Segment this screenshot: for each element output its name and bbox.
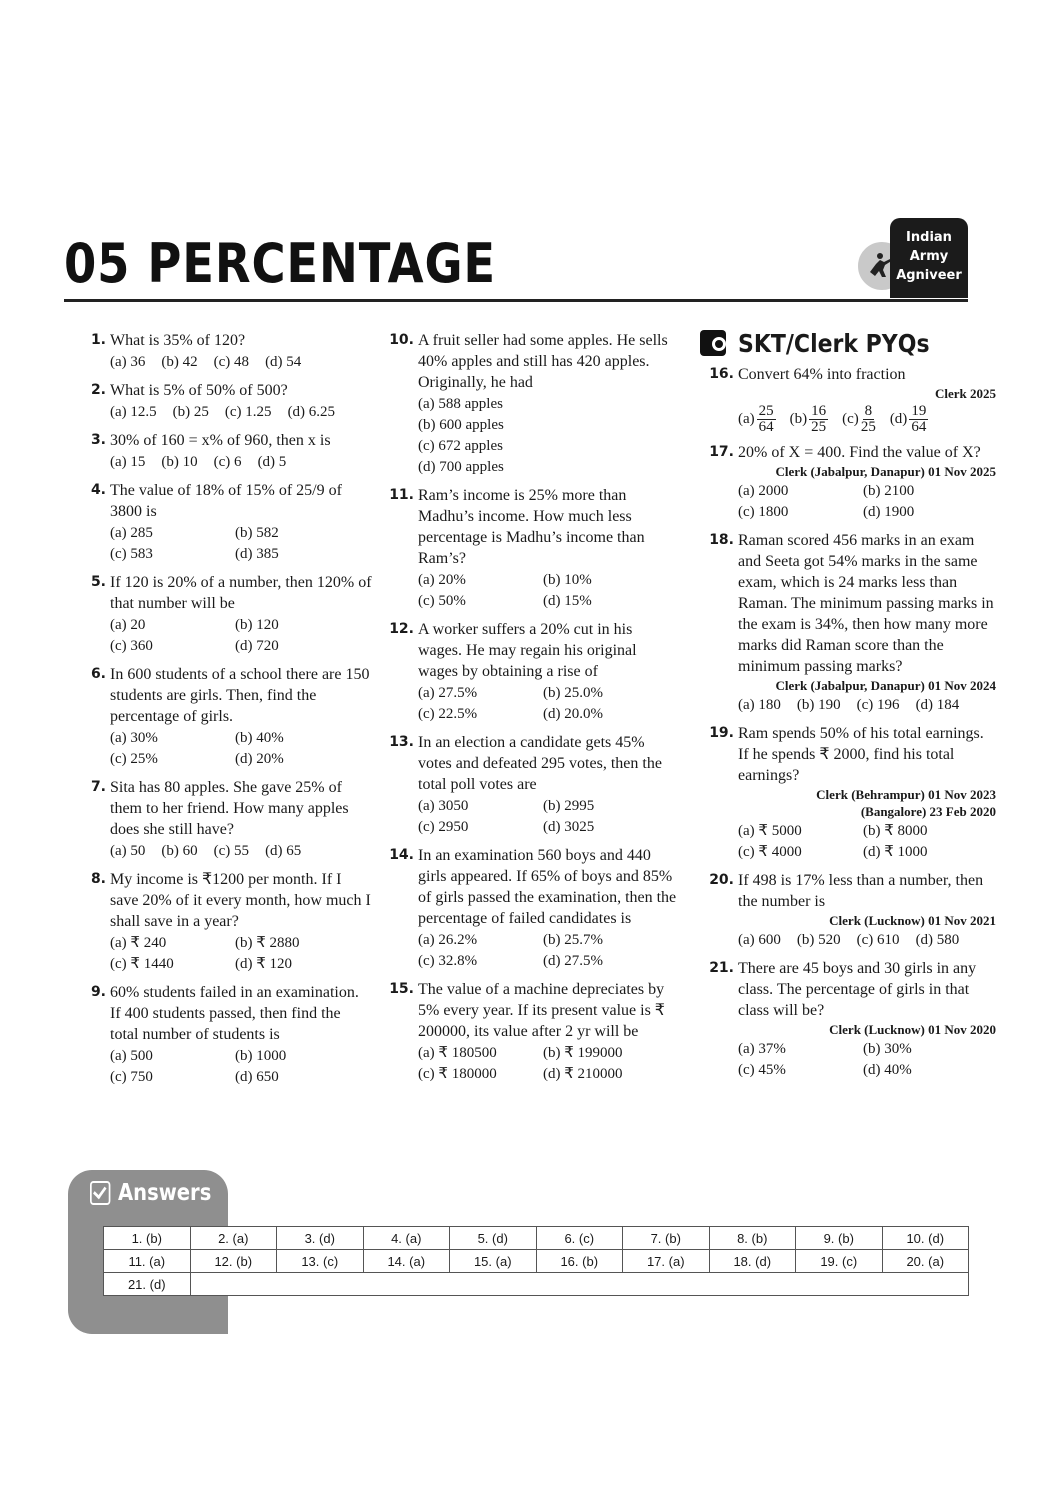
numerator: 25: [758, 403, 774, 419]
question-text: 60% students failed in an examination. If 400 students passed, then find the total number of students is: [110, 984, 359, 1043]
option: (a) 12.5: [110, 404, 157, 420]
question-number: 17.: [709, 444, 734, 460]
option: (b) 10: [161, 454, 198, 470]
option: (c) 196: [856, 697, 900, 713]
options: [110, 933, 372, 975]
option: (b) 120: [235, 617, 279, 633]
badge-line: Army: [909, 249, 949, 264]
question-text: There are 45 boys and 30 girls in any class. The percentage of girls in that class will be?: [738, 960, 977, 1019]
question-number: 18.: [709, 532, 734, 548]
option: (c) 750: [110, 1069, 153, 1085]
answer-cell: 1. (b): [104, 1227, 191, 1250]
option: (c) 6: [213, 454, 242, 470]
question-number: 4.: [90, 482, 106, 498]
option: (c) 22.5%: [418, 706, 478, 722]
question-item: [72, 330, 372, 373]
options: [418, 1043, 680, 1085]
answer-cell: 3. (d): [277, 1227, 364, 1250]
options: [110, 523, 372, 565]
options: [418, 796, 680, 838]
option: (d) 6.25: [287, 404, 336, 420]
answer-cell: 6. (c): [536, 1227, 623, 1250]
option: (d) 184: [915, 697, 960, 713]
badge-line: Agniveer: [896, 268, 962, 283]
option: (b) 25.7%: [543, 932, 603, 948]
option: (a) 500: [110, 1048, 153, 1064]
answer-cell: 10. (d): [882, 1227, 969, 1250]
fraction: [757, 404, 776, 435]
section-header: [700, 330, 996, 356]
option: (c) 610: [856, 932, 900, 948]
question-source: Clerk (Lucknow) 01 Nov 2020: [829, 1022, 996, 1037]
option: (c) 1800: [738, 504, 789, 520]
denominator: 64: [911, 419, 927, 435]
option: (b) 25: [172, 404, 209, 420]
numerator: 19: [911, 403, 927, 419]
option: (a) ₹ 5000: [738, 823, 802, 839]
question-item: [380, 330, 680, 478]
option: (b) ₹ 8000: [863, 823, 928, 839]
question-text: In 600 students of a school there are 150 students are girls. Then, find the percentage of girls.: [110, 666, 370, 725]
answer-cell: 21. (d): [104, 1273, 191, 1296]
answers-row: [104, 1273, 969, 1296]
answers-row: [104, 1227, 969, 1250]
option: (c) 25%: [110, 751, 158, 767]
question-text: If 498 is 17% less than a number, then the number is: [738, 872, 984, 910]
section-title: SKT/Clerk PYQs: [738, 328, 930, 358]
option: (d) 65: [265, 843, 302, 859]
question-number: 11.: [389, 487, 414, 503]
question-number: 8.: [90, 871, 106, 887]
question-source: Clerk (Lucknow) 01 Nov 2021: [829, 913, 996, 928]
question-text: In an election a candidate gets 45% votes and defeated 295 votes, then the total poll votes are: [418, 734, 662, 793]
question-text: What is 5% of 50% of 500?: [110, 382, 288, 399]
answer-cell: 14. (a): [363, 1250, 450, 1273]
option: [842, 404, 876, 435]
question-source: Clerk (Jabalpur, Danapur) 01 Nov 2024: [775, 678, 996, 693]
options: [738, 821, 996, 863]
options: [738, 695, 996, 716]
question-item: [72, 380, 372, 423]
option: (a) 3050: [418, 798, 469, 814]
option: (a) 27.5%: [418, 685, 478, 701]
answer-cell: 7. (b): [623, 1227, 710, 1250]
question-item: [380, 979, 680, 1085]
option: (a) 2000: [738, 483, 789, 499]
option: (d) 3025: [543, 819, 595, 835]
option: (d) 650: [235, 1069, 279, 1085]
option: (a) 36: [110, 354, 146, 370]
option: (c) 360: [110, 638, 153, 654]
fraction: [809, 404, 828, 435]
option: (c) 50%: [418, 593, 466, 609]
fraction: [861, 404, 876, 435]
options: [738, 1039, 996, 1081]
question-number: 20.: [709, 872, 734, 888]
question-source: Clerk (Behrampur) 01 Nov 2023: [816, 787, 996, 802]
option: (d) 20%: [235, 751, 284, 767]
option: [738, 404, 776, 435]
answer-cell: 13. (c): [277, 1250, 364, 1273]
question-item: [380, 619, 680, 725]
option: [790, 404, 829, 435]
options: [110, 1046, 372, 1088]
options: [110, 728, 372, 770]
option: (a) 26.2%: [418, 932, 478, 948]
option: (b) 2995: [543, 798, 595, 814]
question-item: [72, 869, 372, 975]
question-text: A fruit seller had some apples. He sells 40% apples and still has 420 apples. Originally, he had: [418, 332, 668, 391]
question-item: [72, 572, 372, 657]
option: (d) ₹ 120: [235, 956, 293, 972]
option: (a) 50: [110, 843, 146, 859]
option: (d) 580: [915, 932, 960, 948]
question-text: The value of 18% of 15% of 25/9 of 3800 is: [110, 482, 342, 520]
option: (d) ₹ 210000: [543, 1066, 623, 1082]
question-number: 5.: [90, 574, 106, 590]
question-text: Sita has 80 apples. She gave 25% of them to her friend. How many apples does she still have?: [110, 779, 349, 838]
option: (d) 5: [257, 454, 287, 470]
question-number: 3.: [90, 432, 106, 448]
question-text: Convert 64% into fraction: [738, 366, 906, 383]
question-text: If 120 is 20% of a number, then 120% of that number will be: [110, 574, 372, 612]
option: (a) 600: [738, 932, 781, 948]
denominator: 64: [758, 419, 774, 435]
question-number: 16.: [709, 366, 734, 382]
option: (c) ₹ 1440: [110, 956, 174, 972]
page-title: 05 PERCENTAGE: [64, 232, 497, 295]
option: (d) 40%: [863, 1062, 912, 1078]
question-item: [72, 777, 372, 862]
option: (c) ₹ 4000: [738, 844, 802, 860]
title-divider: [64, 299, 968, 302]
answers-title: Answers: [118, 1180, 212, 1206]
option: (a) 20%: [418, 572, 466, 588]
option: (b) 42: [161, 354, 198, 370]
denominator: 25: [860, 419, 876, 435]
option: (d) 54: [265, 354, 302, 370]
question-item: [700, 364, 996, 435]
question-number: 13.: [389, 734, 414, 750]
question-item: [380, 845, 680, 972]
question-source: (Bangalore) 23 Feb 2020: [860, 804, 996, 819]
question-text: A worker suffers a 20% cut in his wages. He may regain his original wages by obtaining a rise of: [418, 621, 637, 680]
option: (b) 40%: [235, 730, 284, 746]
option: (c) 45%: [738, 1062, 786, 1078]
question-text: Raman scored 456 marks in an exam and Seeta got 54% marks in the same exam, which is 24 marks less than Raman. The minimum passing marks in the exam is 34%, then how many more marks did Raman score than the minimum passing marks?: [738, 532, 994, 675]
option: (b) 1000: [235, 1048, 287, 1064]
checkbox-icon: [90, 1181, 110, 1205]
option: (d) 20.0%: [543, 706, 603, 722]
question-text: The value of a machine depreciates by 5% every year. If its present value is ₹ 200000, its value after 2 yr will be: [418, 981, 665, 1040]
option: (a) ₹ 240: [110, 935, 167, 951]
options: [110, 615, 372, 657]
answer-cell-empty: [190, 1273, 969, 1296]
question-number: 6.: [90, 666, 106, 682]
question-text: 20% of X = 400. Find the value of X?: [738, 444, 981, 461]
question-item: [700, 958, 996, 1081]
option: (b) ₹ 199000: [543, 1045, 623, 1061]
option: (b) 25.0%: [543, 685, 603, 701]
option: (c) 32.8%: [418, 953, 478, 969]
option: (b) 60: [161, 843, 198, 859]
question-text: Ram’s income is 25% more than Madhu’s income. How much less percentage is Madhu’s income than Ram’s?: [418, 487, 645, 567]
question-source: Clerk 2025: [934, 386, 996, 401]
question-item: [700, 870, 996, 951]
option: (d) 700 apples: [418, 459, 504, 475]
question-column-1: [72, 330, 372, 1095]
question-text: Ram spends 50% of his total earnings. If he spends ₹ 2000, find his total earnings?: [738, 725, 984, 784]
option: (c) 1.25: [224, 404, 272, 420]
question-item: [72, 480, 372, 565]
question-item: [700, 442, 996, 523]
options: [418, 394, 680, 478]
question-number: 14.: [389, 847, 414, 863]
options: [418, 930, 680, 972]
option: (a) 30%: [110, 730, 158, 746]
options: [110, 452, 372, 473]
question-number: 19.: [709, 725, 734, 741]
option: (d) 27.5%: [543, 953, 603, 969]
options: [738, 404, 996, 435]
answer-cell: 19. (c): [796, 1250, 883, 1273]
answer-cell: 8. (b): [709, 1227, 796, 1250]
question-number: 1.: [90, 332, 106, 348]
answer-cell: 5. (d): [450, 1227, 537, 1250]
option: (a) 588 apples: [418, 396, 503, 412]
option: (b) 30%: [863, 1041, 912, 1057]
question-text: What is 35% of 120?: [110, 332, 246, 349]
option: (b) 600 apples: [418, 417, 504, 433]
option: (b) ₹ 2880: [235, 935, 300, 951]
option: [890, 404, 929, 435]
badge-line: Indian: [906, 230, 952, 245]
question-item: [380, 732, 680, 838]
question-item: [72, 430, 372, 473]
options: [110, 841, 372, 862]
answer-cell: 16. (b): [536, 1250, 623, 1273]
option: (c) 55: [213, 843, 250, 859]
denominator: 25: [811, 419, 827, 435]
question-number: 7.: [90, 779, 106, 795]
answer-cell: 17. (a): [623, 1250, 710, 1273]
option: (d) 15%: [543, 593, 592, 609]
option: (b) 2100: [863, 483, 915, 499]
answer-cell: 20. (a): [882, 1250, 969, 1273]
option: (b) 10%: [543, 572, 592, 588]
question-item: [700, 723, 996, 863]
options: [738, 481, 996, 523]
numerator: 16: [811, 403, 827, 419]
question-number: 15.: [389, 981, 414, 997]
option: (a) 37%: [738, 1041, 786, 1057]
option: (c) 583: [110, 546, 153, 562]
option-label: (b): [789, 410, 808, 427]
options: [110, 352, 372, 373]
answer-cell: 4. (a): [363, 1227, 450, 1250]
question-item: [72, 982, 372, 1088]
answers-table: [103, 1226, 969, 1296]
answer-cell: 12. (b): [190, 1250, 277, 1273]
question-number: 9.: [90, 984, 106, 1000]
option-label: (a): [738, 410, 755, 427]
option-label: (d): [889, 410, 908, 427]
answer-cell: 9. (b): [796, 1227, 883, 1250]
option: (d) 385: [235, 546, 279, 562]
options: [738, 930, 996, 951]
question-number: 12.: [389, 621, 414, 637]
question-source: Clerk (Jabalpur, Danapur) 01 Nov 2025: [775, 464, 996, 479]
question-text: 30% of 160 = x% of 960, then x is: [110, 432, 331, 449]
answers-row: [104, 1250, 969, 1273]
question-column-2: [380, 330, 680, 1092]
option: (c) 672 apples: [418, 438, 503, 454]
numerator: 8: [864, 403, 873, 419]
option: (a) 20: [110, 617, 146, 633]
question-number: 2.: [90, 382, 106, 398]
question-item: [380, 485, 680, 612]
answer-cell: 15. (a): [450, 1250, 537, 1273]
option: (d) ₹ 1000: [863, 844, 928, 860]
option-label: (c): [842, 410, 859, 427]
question-text: In an examination 560 boys and 440 girls appeared. If 65% of boys and 85% of girls passed the examination, then the percentage of failed candidates is: [418, 847, 677, 927]
options: [110, 402, 372, 423]
question-item: [700, 530, 996, 716]
option: (d) 1900: [863, 504, 915, 520]
brand-badge: [890, 218, 968, 298]
options: [418, 683, 680, 725]
option: (b) 190: [796, 697, 841, 713]
fraction: [909, 404, 928, 435]
option: (a) 285: [110, 525, 153, 541]
option: (a) ₹ 180500: [418, 1045, 497, 1061]
answers-label: [90, 1180, 211, 1206]
option: (c) 48: [213, 354, 250, 370]
question-item: [72, 664, 372, 770]
option: (c) 2950: [418, 819, 469, 835]
option: (a) 180: [738, 697, 781, 713]
option: (a) 15: [110, 454, 146, 470]
option: (c) ₹ 180000: [418, 1066, 497, 1082]
answer-cell: 11. (a): [104, 1250, 191, 1273]
option: (d) 720: [235, 638, 279, 654]
question-text: My income is ₹1200 per month. If I save 20% of it every month, how much I shall save in a year?: [110, 871, 371, 930]
section-icon: [700, 330, 726, 356]
question-number: 21.: [709, 960, 734, 976]
options: [418, 570, 680, 612]
option: (b) 582: [235, 525, 279, 541]
option: (b) 520: [796, 932, 841, 948]
question-column-3: [700, 330, 996, 1088]
answer-cell: 18. (d): [709, 1250, 796, 1273]
question-number: 10.: [389, 332, 414, 348]
answer-cell: 2. (a): [190, 1227, 277, 1250]
